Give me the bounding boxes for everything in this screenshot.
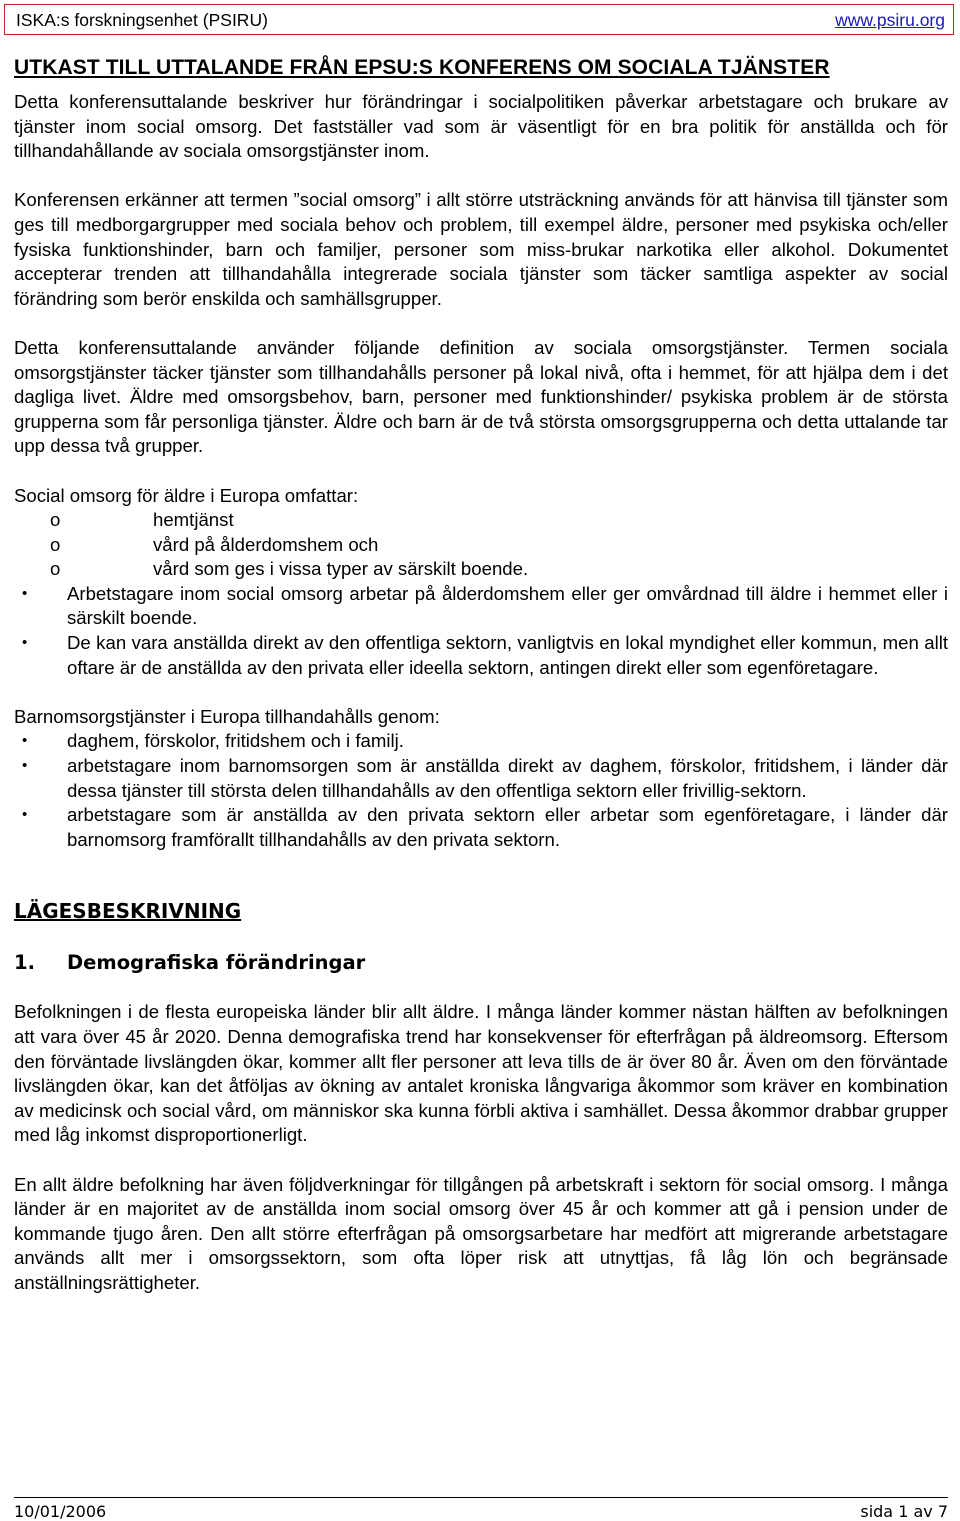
subsection-number: 1. — [14, 951, 35, 975]
circle-bullet-icon: o — [50, 533, 61, 555]
list-item — [14, 582, 948, 631]
list-item-text: Arbetstagare inom social omsorg arbetar på ålderdomshem eller ger omvårdnad till äldre i hemmet eller i särskilt boende. — [67, 582, 948, 629]
intro-paragraph: Detta konferensuttalande beskriver hur förändringar i socialpolitiken påverkar arbetstagare och brukare av tjänster inom social omsorg. Det fastställer vad som är väsentligt för en bra politik för anställda och för tillhandahållande av sociala omsorgstjänster inom. — [14, 91, 948, 162]
document-title: UTKAST TILL UTTALANDE FRÅN EPSU:S KONFERENS OM SOCIALA TJÄNSTER — [14, 56, 830, 79]
list-item — [14, 803, 948, 852]
bullet-icon: • — [22, 732, 28, 750]
subsection-heading — [14, 950, 948, 976]
list-item — [14, 754, 948, 803]
elderly-intro: Social omsorg för äldre i Europa omfattar: — [14, 484, 359, 506]
circle-bullet-icon: o — [50, 509, 61, 531]
bullet-icon: • — [22, 584, 28, 602]
list-item-text: vård som ges i vissa typer av särskilt boende. — [153, 558, 529, 580]
page-footer — [14, 1497, 948, 1521]
footer-date: 10/01/2006 — [14, 1502, 107, 1521]
document-body — [14, 56, 948, 1296]
list-item-text: daghem, förskolor, fritidshem och i familj. — [67, 730, 404, 752]
paragraph-3: Detta konferensuttalande använder följande definition av sociala omsorgstjänster. Termen sociala omsorgstjänster täcker tjänster som tillhandahålls personer på lokal nivå, ofta i hemmet, för att hjälpa dem i det dagliga livet. Äldre med omsorgsbehov, barn, personer med funktionshinder/ psykiska problem är de största grupperna som får personliga tjänster. Äldre och barn är de två största omsorgsgrupperna och detta uttalande tar upp dessa två grupper. — [14, 336, 948, 457]
paragraph-4: Befolkningen i de flesta europeiska länder blir allt äldre. I många länder kommer nästan hälften av befolkningen att vara över 45 år 2020. Denna demografiska trend har konsekvenser för efterfrågan på äldreomsorg. Eftersom den förväntade livslängden ökar, kommer allt fler personer att leva tills de är över 80 år. Även om den förväntade livslängden ökar, kan det åtföljas av ökning av antalet kroniska långvariga åkommor som kräver en kombination av medicinsk och social vård, om människor ska kunna förbli aktiva i samhället. Dessa åkommor drabbar grupper med låg inkomst disproportionerligt. — [14, 1001, 948, 1146]
paragraph-5: En allt äldre befolkning har även följdverkningar för tillgången på arbetskraft i sektorn för social omsorg. I många länder är en majoritet av de anställda inom social omsorg över 45 år och kommer att gå i pension under de kommande tjugo åren. Den allt större efterfrågan på omsorgsarbetare har medfört att migrerande arbetstagare används allt mer i omsorgssektorn, som ofta löper risk att utnyttjas, få låg lön och begränsade anställningsrättigheter. — [14, 1173, 948, 1293]
list-item-text: De kan vara anställda direkt av den offentliga sektorn, vanligtvis en lokal myndighet eller kommun, men allt oftare är de anställda av den privata eller ideella sektorn, antingen direkt eller som egenföretagare. — [67, 632, 948, 678]
bullet-icon: • — [22, 634, 28, 652]
bullet-icon: • — [22, 757, 28, 775]
header-org: ISKA:s forskningsenhet (PSIRU) — [16, 10, 268, 30]
list-item — [14, 557, 948, 582]
list-item — [14, 533, 948, 558]
header-url-link[interactable]: www.psiru.org — [835, 10, 945, 30]
list-item-text: vård på ålderdomshem och — [153, 533, 379, 555]
section-heading: LÄGESBESKRIVNING — [14, 899, 242, 924]
bullet-icon: • — [22, 806, 28, 824]
list-item-text: arbetstagare som är anställda av den privata sektorn eller arbetar som egenföretagare, i länder där barnomsorg framförallt tillhandahålls av den privata sektorn. — [67, 804, 948, 850]
child-intro: Barnomsorgstjänster i Europa tillhandahålls genom: — [14, 705, 440, 727]
circle-bullet-icon: o — [50, 558, 61, 580]
list-item — [14, 631, 948, 680]
paragraph-2: Konferensen erkänner att termen ”social omsorg” i allt större utsträckning används för att hänvisa till tjänster som ges till medborgargrupper med sociala behov och problem, till exempel äldre, personer med psykiska och/eller fysiska funktionshinder, barn och familjer, personer som miss-brukar narkotika eller alkohol. Dokumentet accepterar trenden att tillhandahålla integrerade sociala tjänster som täcker samtliga aspekter av social förändring som berör enskilda och samhällsgrupper. — [14, 189, 948, 309]
footer-page-number: sida 1 av 7 — [860, 1502, 948, 1521]
list-item — [14, 729, 948, 754]
list-item — [14, 508, 948, 533]
page-header — [4, 4, 954, 35]
list-item-text: hemtjänst — [153, 509, 234, 531]
list-item-text: arbetstagare inom barnomsorgen som är anställda direkt av daghem, förskolor, fritidshem, i länder där dessa tjänster till största delen tillhandahålls av den offentliga sektorn eller frivillig-sektorn. — [67, 755, 948, 801]
subsection-title: Demografiska förändringar — [67, 951, 366, 975]
